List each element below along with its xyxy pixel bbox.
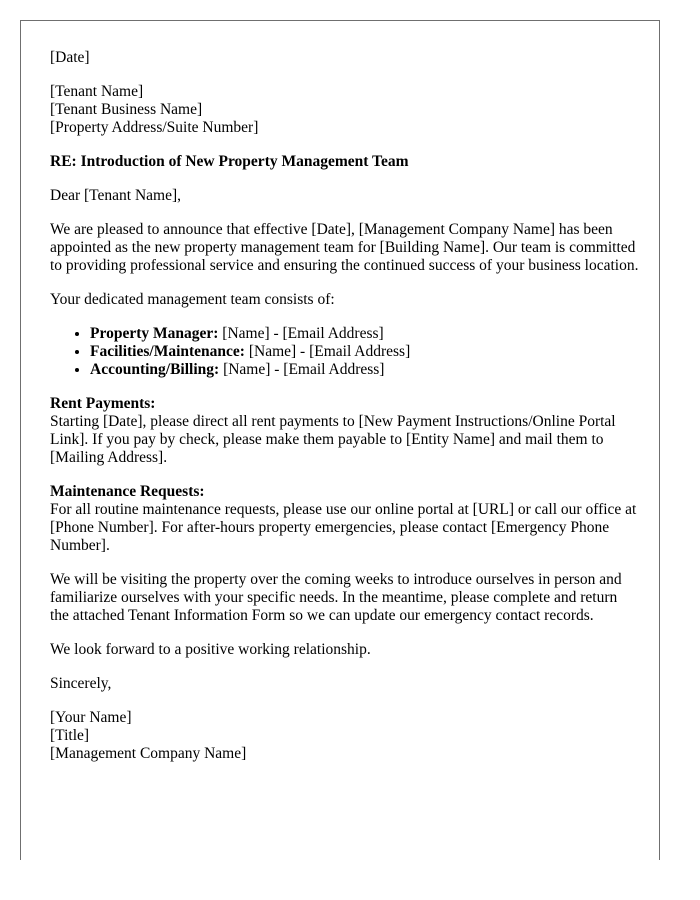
intro-paragraph: We are pleased to announce that effective [Date], [Management Company Name] has been appointed as the new property management team for [Building Name]. Our team is committed to providing professional service and ensuring the continued success of your business location. — [50, 221, 639, 274]
team-details: [Name] - [Email Address] — [244, 343, 411, 360]
maintenance-body: For all routine maintenance requests, please use our online portal at [URL] or call our office at [Phone Number]. For after-hours property emergencies, please contact [Emergency Phone Number]. — [50, 501, 637, 554]
team-list-item — [90, 361, 640, 379]
recipient-tenant-name: [Tenant Name] — [50, 83, 144, 100]
maintenance-heading: Maintenance Requests: — [50, 483, 205, 500]
salutation: Dear [Tenant Name], — [50, 187, 182, 204]
closing-paragraph: We look forward to a positive working relationship. — [50, 641, 371, 658]
letter-subject: RE: Introduction of New Property Management Team — [50, 153, 409, 170]
letter-body — [50, 49, 640, 779]
rent-body: Starting [Date], please direct all rent payments to [New Payment Instructions/Online Portal Link]. If you pay by check, please make them payable to [Entity Name] and mail them to [Mailing Address]. — [50, 413, 616, 466]
team-details: [Name] - [Email Address] — [218, 325, 384, 342]
signature-block — [50, 709, 640, 763]
rent-section — [50, 395, 640, 467]
team-list — [50, 325, 640, 379]
letter-date: [Date] — [50, 49, 90, 66]
team-role: Property Manager: — [90, 325, 219, 342]
visit-paragraph: We will be visiting the property over the coming weeks to introduce ourselves in person and familiarize ourselves with your specific needs. In the meantime, please complete and return the attached Tenant Information Form so we can update our emergency contact records. — [50, 571, 622, 624]
team-intro: Your dedicated management team consists of: — [50, 291, 335, 308]
team-list-item — [90, 343, 640, 361]
recipient-block — [50, 83, 640, 137]
recipient-address: [Property Address/Suite Number] — [50, 119, 259, 136]
signature-company: [Management Company Name] — [50, 745, 247, 762]
team-list-item — [90, 325, 640, 343]
signature-name: [Your Name] — [50, 709, 132, 726]
team-role: Facilities/Maintenance: — [90, 343, 245, 360]
signature-title: [Title] — [50, 727, 90, 744]
recipient-business-name: [Tenant Business Name] — [50, 101, 203, 118]
sign-off: Sincerely, — [50, 675, 112, 692]
team-role: Accounting/Billing: — [90, 361, 220, 378]
team-details: [Name] - [Email Address] — [219, 361, 385, 378]
maintenance-section — [50, 483, 640, 555]
rent-heading: Rent Payments: — [50, 395, 156, 412]
letter-page — [20, 20, 660, 860]
